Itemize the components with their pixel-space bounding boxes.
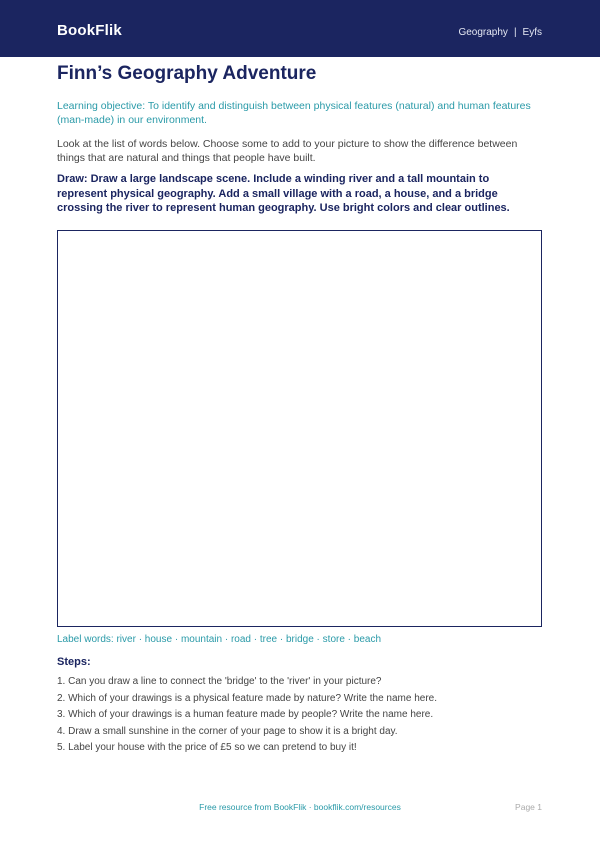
step-item: 4. Draw a small sunshine in the corner of your page to show it is a bright day. — [57, 725, 398, 737]
breadcrumb-subject[interactable]: Geography — [458, 27, 508, 38]
step-item: 3. Which of your drawings is a human feature made by people? Write the name here. — [57, 709, 434, 720]
steps-list — [57, 675, 437, 758]
page-title: Finn’s Geography Adventure — [57, 63, 317, 84]
learning-objective: Learning objective: To identify and distinguish between physical features (natural) and human features (man-made) in our environment. — [57, 100, 531, 126]
page-number: Page 1 — [515, 802, 542, 812]
step-item: 1. Can you draw a line to connect the 'bridge' to the 'river' in your picture? — [57, 676, 382, 687]
breadcrumb — [458, 27, 542, 38]
breadcrumb-level[interactable]: Eyfs — [522, 27, 542, 38]
brand-logo[interactable]: BookFlik — [57, 22, 122, 39]
footer-link[interactable]: Free resource from BookFlik · bookflik.com/resources — [199, 802, 401, 812]
label-words: Label words: river · house · mountain · road · tree · bridge · store · beach — [57, 634, 382, 645]
breadcrumb-separator: | — [513, 27, 517, 38]
draw-prompt: Draw: Draw a large landscape scene. Include a winding river and a tall mountain to represent physical geography. Add a small village with a road, a house, and a bridge crossing the river to represent human geography. Use bright colors and clear outlines. — [57, 173, 510, 214]
steps-heading: Steps: — [57, 656, 91, 668]
intro-text: Look at the list of words below. Choose some to add to your picture to show the difference between things that are natural and things that people have built. — [57, 138, 518, 164]
drawing-area[interactable] — [57, 230, 542, 627]
step-item: 5. Label your house with the price of £5 so we can pretend to buy it! — [57, 742, 357, 753]
header-bar — [0, 0, 600, 57]
step-item: 2. Which of your drawings is a physical feature made by nature? Write the name here. — [57, 692, 438, 704]
